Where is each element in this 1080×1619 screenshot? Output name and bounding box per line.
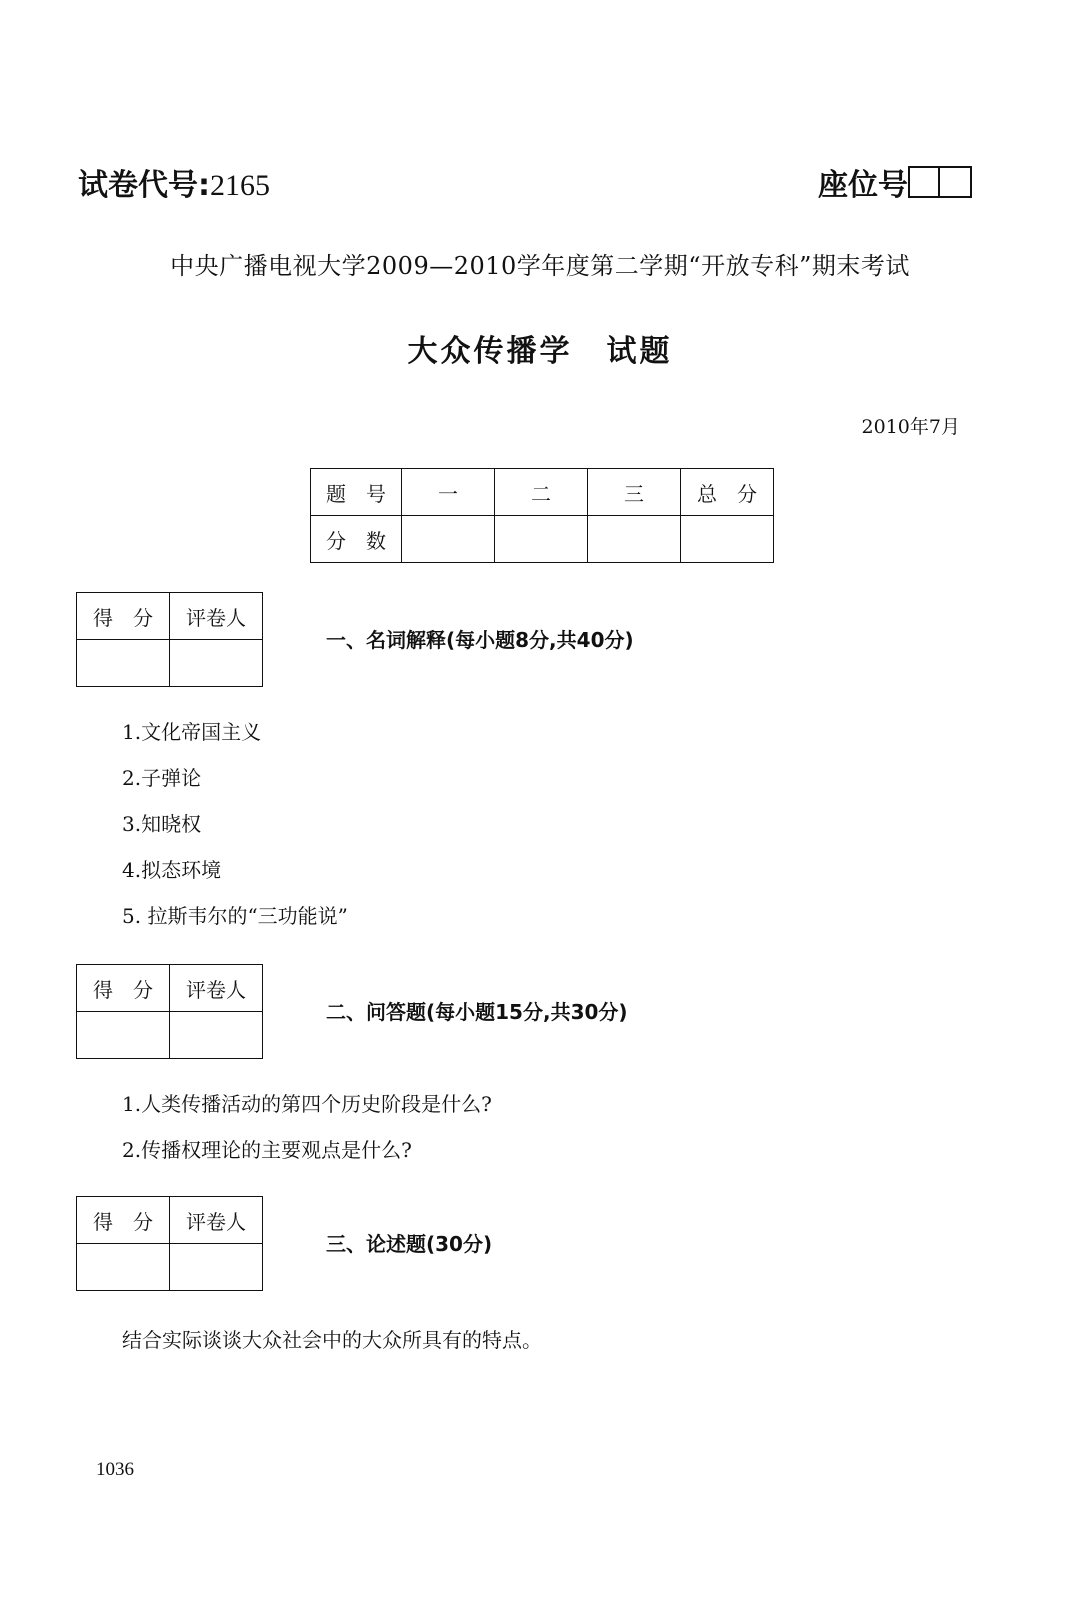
exam-date: 2010年7月 xyxy=(861,416,960,438)
grader-score-cell xyxy=(77,640,170,687)
page-number: 1036 xyxy=(96,1459,134,1480)
exam-code-number: 2165 xyxy=(210,169,270,202)
score-cell-q2 xyxy=(495,516,588,563)
grader-name-cell xyxy=(170,1012,263,1059)
score-table-score-row xyxy=(311,516,774,563)
question-item: 4.拟态环境 xyxy=(122,858,222,882)
grader-name-label: 评卷人 xyxy=(170,593,263,640)
exam-code xyxy=(78,160,270,204)
score-table-header-row xyxy=(311,469,774,516)
course-name: 大众传播学 xyxy=(407,334,573,369)
grader-table-1 xyxy=(76,592,263,687)
exam-title xyxy=(0,326,1080,370)
grader-name-label: 评卷人 xyxy=(170,1197,263,1244)
score-summary-table xyxy=(310,468,774,563)
question-item: 1.文化帝国主义 xyxy=(122,720,262,744)
seat-box-2 xyxy=(940,166,972,198)
grader-score-cell xyxy=(77,1012,170,1059)
title-suffix: 试题 xyxy=(606,334,673,369)
grader-name-label: 评卷人 xyxy=(170,965,263,1012)
score-table-header-label: 题 号 xyxy=(311,469,402,516)
section-heading-2: 二、问答题(每小题15分,共30分) xyxy=(326,1000,628,1024)
grader-table-2 xyxy=(76,964,263,1059)
grader-table-3 xyxy=(76,1196,263,1291)
grader-score-label: 得 分 xyxy=(77,1197,170,1244)
score-cell-total xyxy=(681,516,774,563)
seat-number xyxy=(818,160,972,204)
section-heading-3: 三、论述题(30分) xyxy=(326,1232,493,1256)
grader-score-label: 得 分 xyxy=(77,965,170,1012)
grader-name-cell xyxy=(170,640,263,687)
score-table-score-label: 分 数 xyxy=(311,516,402,563)
exam-code-label: 试卷代号: xyxy=(78,168,210,203)
seat-number-label: 座位号 xyxy=(818,168,908,203)
question-item: 2.传播权理论的主要观点是什么? xyxy=(122,1138,412,1162)
seat-box-1 xyxy=(908,166,940,198)
question-item: 结合实际谈谈大众社会中的大众所具有的特点。 xyxy=(122,1328,542,1352)
score-table-header-q1: 一 xyxy=(402,469,495,516)
score-table-header-total: 总 分 xyxy=(681,469,774,516)
score-table-header-q3: 三 xyxy=(588,469,681,516)
grader-name-cell xyxy=(170,1244,263,1291)
score-table-header-q2: 二 xyxy=(495,469,588,516)
score-cell-q1 xyxy=(402,516,495,563)
question-item: 2.子弹论 xyxy=(122,766,202,790)
score-cell-q3 xyxy=(588,516,681,563)
question-item: 5. 拉斯韦尔的“三功能说” xyxy=(122,904,348,928)
grader-score-label: 得 分 xyxy=(77,593,170,640)
question-item: 1.人类传播活动的第四个历史阶段是什么? xyxy=(122,1092,492,1116)
question-item: 3.知晓权 xyxy=(122,812,202,836)
section-heading-1: 一、名词解释(每小题8分,共40分) xyxy=(326,628,634,652)
exam-subtitle: 中央广播电视大学2009—2010学年度第二学期“开放专科”期末考试 xyxy=(170,252,910,280)
grader-score-cell xyxy=(77,1244,170,1291)
